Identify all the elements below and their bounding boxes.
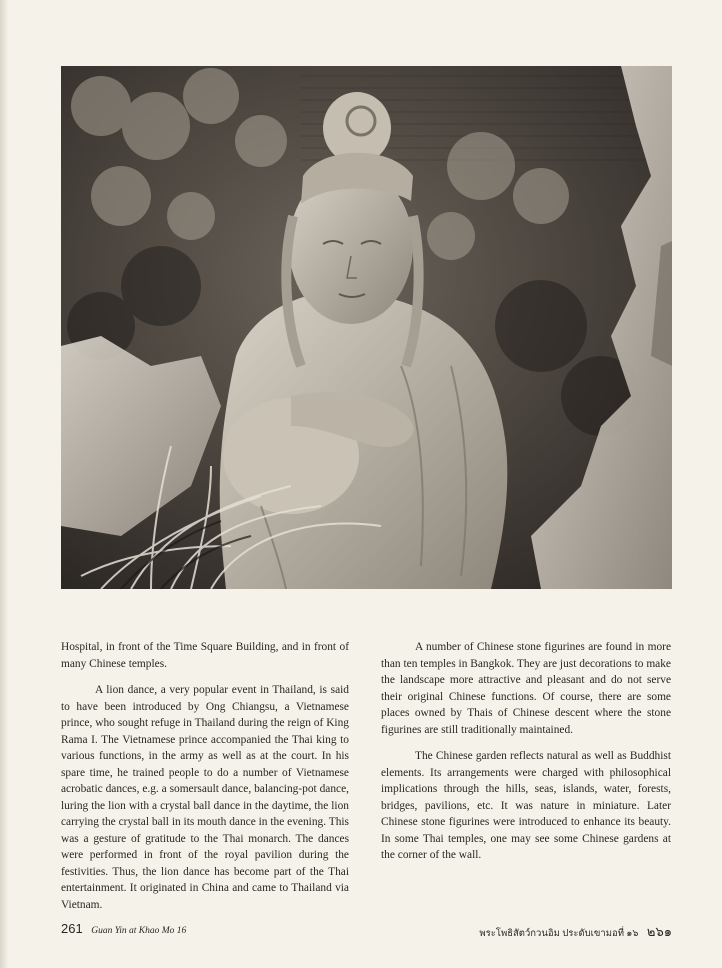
right-paragraph-1: A number of Chinese stone figurines are found in more than ten temples in Bangkok. They are just decorations to make the landscape more attractive and pleasant and do not serve their original Chinese functions. Of course, there are some places owned by Thais of Chinese descent where the stone figurines are still traditionally maintained. bbox=[381, 641, 671, 736]
left-column bbox=[61, 639, 349, 913]
right-column bbox=[381, 639, 671, 864]
page-footer bbox=[61, 921, 672, 939]
footer-right bbox=[479, 921, 672, 942]
left-paragraph-1: Hospital, in front of the Time Square Building, and in front of many Chinese temples. bbox=[61, 641, 349, 670]
running-title: Guan Yin at Khao Mo 16 bbox=[91, 926, 187, 936]
page-edge bbox=[0, 0, 8, 968]
photo-illustration bbox=[61, 66, 672, 589]
running-title-thai: พระโพธิสัตว์กวนอิม ประดับเขามอที่ ๑๖ bbox=[479, 929, 639, 939]
page-number: 261 bbox=[61, 921, 83, 936]
page-number-thai: ๒๖๑ bbox=[646, 925, 672, 940]
footer-left bbox=[61, 921, 186, 936]
right-paragraph-2: The Chinese garden reflects natural as well as Buddhist elements. Its arrangements were charged with philosophical implications through the hills, seas, islands, water, forests, bridges, pavilions, etc. It was nature in miniature. Later Chinese stone figurines were introduced to enhance its beauty. In some Thai temples, one may see some Chinese gardens at the corner of the wall. bbox=[381, 750, 671, 861]
statue-photo bbox=[61, 66, 672, 589]
left-paragraph-2: A lion dance, a very popular event in Thailand, is said to have been introduced by Ong Chiangsu, a Vietnamese prince, who sought refuge in Thailand during the reign of King Rama I. The Vietnamese prince accompanied the Thai king to various functions, in the army as well as at the court. In his spare time, he trained people to do a number of Vietnamese acrobatic dances, e.g. a somersault dance, balancing-pot dance, luring the lion with a crystal ball dance in the daytime, the lion carrying the crystal ball in its mouth dance in the evening. This was a gesture of gratitude to the Thai monarch. The dances were performed in front of the royal pavilion during the festivities. Thus, the lion dance has become part of the Thai entertainment. It originated in China and came to Thailand via Vietnam. bbox=[61, 684, 349, 911]
